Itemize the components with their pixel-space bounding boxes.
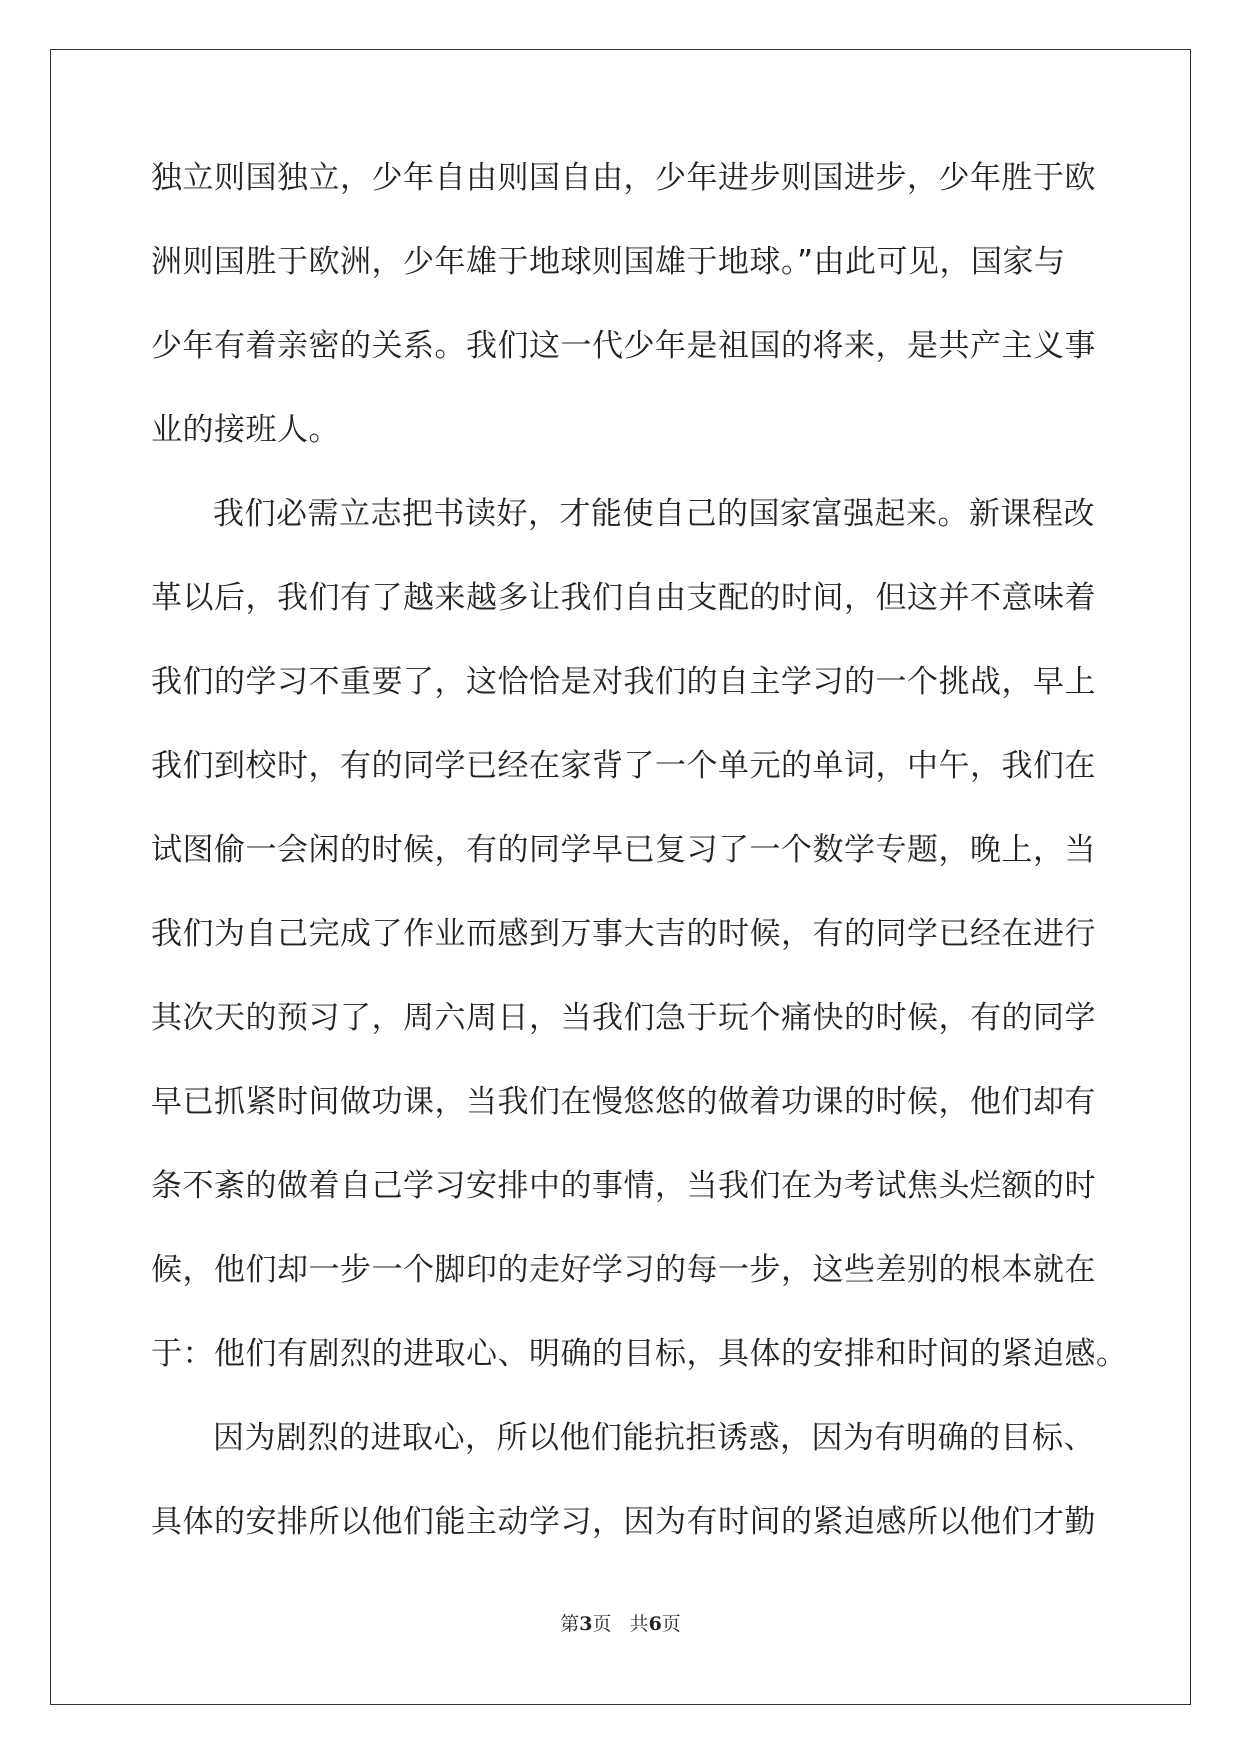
paragraph-start-line: 我们必需立志把书读好，才能使自己的国家富强起来。新课程改 [213,496,1095,532]
page-prefix: 第 [560,1613,580,1635]
text-line: 革以后，我们有了越来越多让我们自由支配的时间，但这并不意味着 [151,580,1096,616]
text-line: 我们为自己完成了作业而感到万事大吉的时候，有的同学已经在进行 [151,916,1096,952]
text-line: 试图偷一会闲的时候，有的同学早已复习了一个数学专题，晚上，当 [151,832,1096,868]
text-line: 我们的学习不重要了，这恰恰是对我们的自主学习的一个挑战，早上 [151,664,1096,700]
text-line: 独立则国独立，少年自由则国自由，少年进步则国进步，少年胜于欧 [151,160,1096,196]
text-line: 候，他们却一步一个脚印的走好学习的每一步，这些差别的根本就在 [151,1252,1096,1288]
text-line: 业的接班人。 [151,412,340,448]
page-mid: 页 共 [592,1613,649,1635]
text-line: 条不紊的做着自己学习安排中的事情，当我们在为考试焦头烂额的时 [151,1168,1096,1204]
page-suffix: 页 [661,1613,681,1635]
text-line: 洲则国胜于欧洲，少年雄于地球则国雄于地球。”由此可见，国家与 [151,244,1066,280]
text-line: 早已抓紧时间做功课，当我们在慢悠悠的做着功课的时候，他们却有 [151,1084,1096,1120]
total-pages-number: 6 [648,1613,662,1635]
text-line: 少年有着亲密的关系。我们这一代少年是祖国的将来，是共产主义事 [151,328,1096,364]
paragraph-start-line: 因为剧烈的进取心，所以他们能抗拒诱惑，因为有明确的目标、 [213,1420,1095,1456]
text-line: 于：他们有剧烈的进取心、明确的目标，具体的安排和时间的紧迫感。 [151,1336,1128,1372]
current-page-number: 3 [579,1613,593,1635]
text-line: 其次天的预习了，周六周日，当我们急于玩个痛快的时候，有的同学 [151,1000,1096,1036]
text-line: 我们到校时，有的同学已经在家背了一个单元的单词，中午，我们在 [151,748,1096,784]
text-line: 具体的安排所以他们能主动学习，因为有时间的紧迫感所以他们才勤 [151,1504,1096,1540]
page-number-footer [0,1609,1241,1636]
